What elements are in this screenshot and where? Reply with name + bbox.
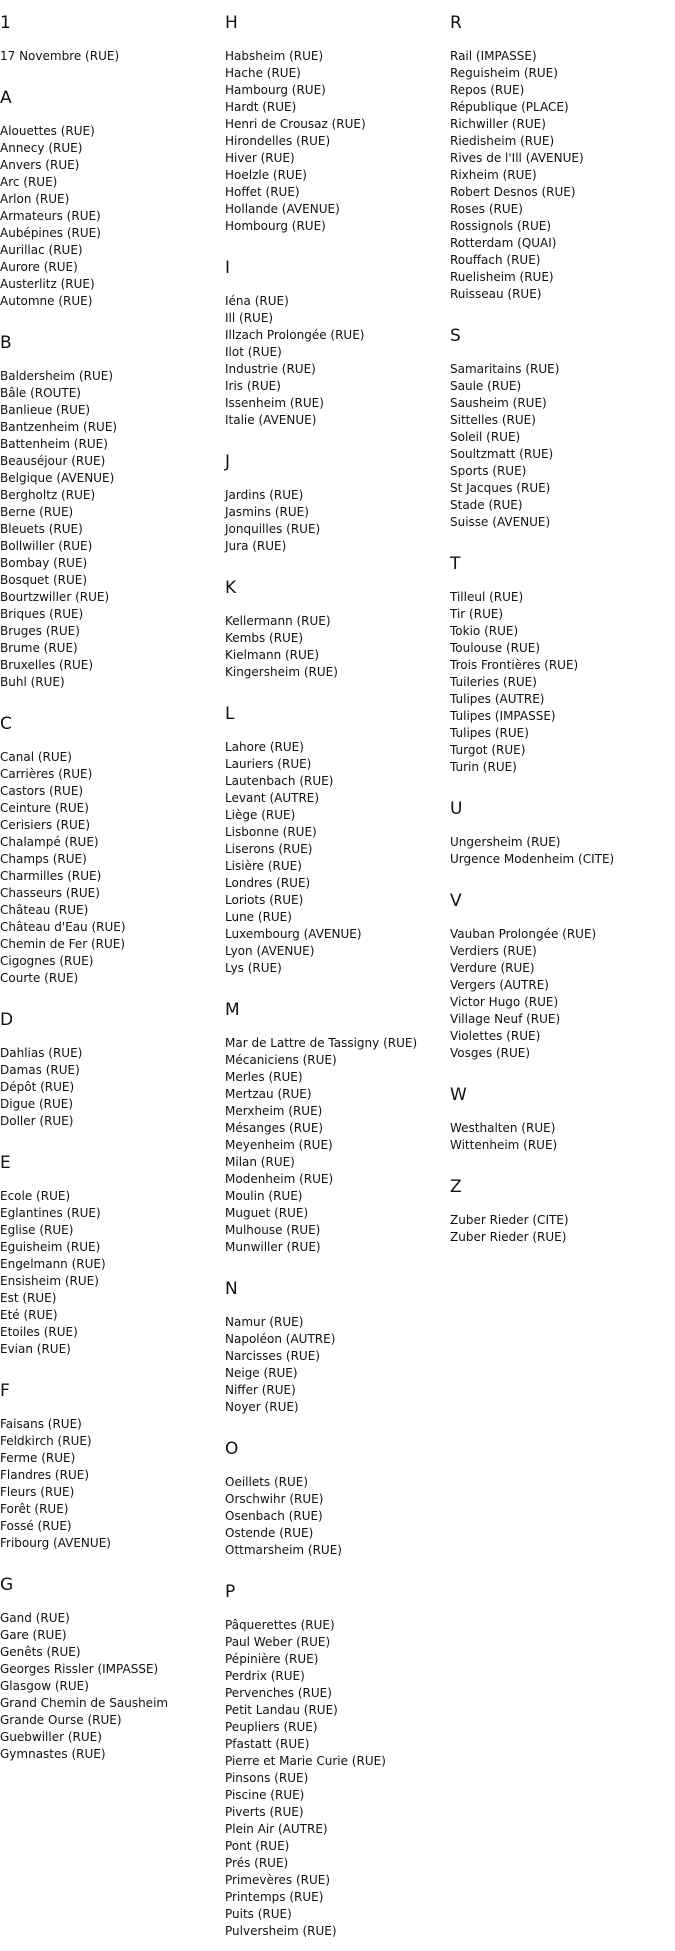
section-letter-heading: H [225,13,238,33]
street-name: Lune (RUE) [225,910,292,924]
section-letter-heading: S [450,326,461,346]
letter-section [450,1165,675,1257]
street-name: Lys (RUE) [225,961,282,975]
street-name: Prés (RUE) [225,1856,289,1870]
street-name: Dépôt (RUE) [0,1080,75,1094]
street-name: Vergers (AUTRE) [450,978,549,992]
street-name: Primevères (RUE) [225,1873,331,1887]
section-letter-heading: N [225,1279,238,1299]
street-name: Pierre et Marie Curie (RUE) [225,1754,386,1768]
street-name: Suisse (AVENUE) [450,515,551,529]
street-name: Mésanges (RUE) [225,1121,324,1135]
street-name: Lautenbach (RUE) [225,774,334,788]
section-letter-heading: U [450,799,463,819]
street-name: Bruxelles (RUE) [0,658,94,672]
street-name: Beauséjour (RUE) [0,454,106,468]
street-name: Village Neuf (RUE) [450,1012,561,1026]
street-name: Ruelisheim (RUE) [450,270,554,284]
street-name: Ungersheim (RUE) [450,835,561,849]
street-name: Rail (IMPASSE) [450,49,537,63]
street-name: Rossignols (RUE) [450,219,552,233]
section-letter-heading: D [0,1010,14,1030]
section-letter-heading: R [450,13,462,33]
street-name: Pervenches (RUE) [225,1686,332,1700]
street-name: Château d'Eau (RUE) [0,920,126,934]
street-index-column-3 [450,0,675,1257]
street-name: Sittelles (RUE) [450,413,536,427]
street-name: Puits (RUE) [225,1907,292,1921]
street-name: Charmilles (RUE) [0,869,102,883]
section-letter-heading: F [0,1381,10,1401]
street-name: Canal (RUE) [0,750,72,764]
section-letter-heading: K [225,578,237,598]
letter-section [225,692,450,988]
street-name: Londres (RUE) [225,876,311,890]
street-name: Kingersheim (RUE) [225,665,338,679]
street-name: Ostende (RUE) [225,1526,314,1540]
letter-section [450,314,675,542]
street-name: Robert Desnos (RUE) [450,185,576,199]
street-name: Genêts (RUE) [0,1645,81,1659]
street-name: Glasgow (RUE) [0,1679,89,1693]
letter-section [450,787,675,879]
street-name: Hollande (AVENUE) [225,202,340,216]
letter-section [0,702,225,998]
section-letter-heading: E [0,1153,11,1173]
street-name: Petit Landau (RUE) [225,1703,338,1717]
street-name: Lisbonne (RUE) [225,825,317,839]
street-name: Tulipes (AUTRE) [450,692,545,706]
street-name: Brume (RUE) [0,641,78,655]
street-name: République (PLACE) [450,100,569,114]
street-name: Jardins (RUE) [225,488,304,502]
street-name: Automne (RUE) [0,294,93,308]
street-name: Aubépines (RUE) [0,226,101,240]
street-name: Austerlitz (RUE) [0,277,95,291]
street-name: Castors (RUE) [0,784,84,798]
street-name: Sausheim (RUE) [450,396,547,410]
street-name: Chalampé (RUE) [0,835,99,849]
street-name: Vauban Prolongée (RUE) [450,927,597,941]
street-name: Merxheim (RUE) [225,1104,323,1118]
street-name: Hombourg (RUE) [225,219,326,233]
street-name: Ruisseau (RUE) [450,287,542,301]
street-name: Bergholtz (RUE) [0,488,96,502]
street-name: Pinsons (RUE) [225,1771,309,1785]
street-name: Paul Weber (RUE) [225,1635,331,1649]
street-name: Richwiller (RUE) [450,117,546,131]
street-name: Tilleul (RUE) [450,590,524,604]
street-name: Issenheim (RUE) [225,396,324,410]
street-name: Doller (RUE) [0,1114,74,1128]
street-name: Wittenheim (RUE) [450,1138,558,1152]
street-name: Annecy (RUE) [0,141,83,155]
street-name: Gand (RUE) [0,1611,70,1625]
street-name: Ottmarsheim (RUE) [225,1543,342,1557]
street-name: Buhl (RUE) [0,675,65,689]
street-name: Dahlias (RUE) [0,1046,83,1060]
letter-section [0,1369,225,1563]
street-name: Hache (RUE) [225,66,301,80]
street-name: Westhalten (RUE) [450,1121,556,1135]
street-name: Muguet (RUE) [225,1206,309,1220]
street-name: Anvers (RUE) [0,158,80,172]
street-name: Hambourg (RUE) [225,83,326,97]
street-name: Oeillets (RUE) [225,1475,309,1489]
street-name: Georges Rissler (IMPASSE) [0,1662,159,1676]
street-name: Namur (RUE) [225,1315,304,1329]
street-name: Printemps (RUE) [225,1890,324,1904]
street-name: Levant (AUTRE) [225,791,320,805]
street-name: Munwiller (RUE) [225,1240,321,1254]
street-name: Luxembourg (AVENUE) [225,927,362,941]
street-name: Piverts (RUE) [225,1805,304,1819]
letter-section [0,321,225,702]
street-name: Napoléon (AUTRE) [225,1332,336,1346]
street-name: Hiver (RUE) [225,151,295,165]
street-index-column-2 [225,0,450,1951]
letter-section [225,1267,450,1427]
section-letter-heading: V [450,891,462,911]
street-name: Engelmann (RUE) [0,1257,106,1271]
street-name: Fleurs (RUE) [0,1485,75,1499]
street-name: Italie (AVENUE) [225,413,317,427]
street-name: Zuber Rieder (CITE) [450,1213,569,1227]
street-name: Berne (RUE) [0,505,74,519]
street-name: Baldersheim (RUE) [0,369,113,383]
street-name: Pépinière (RUE) [225,1652,319,1666]
section-letter-heading: T [450,554,461,574]
street-name: Roses (RUE) [450,202,523,216]
street-name: Verdiers (RUE) [450,944,537,958]
street-name: Bourtzwiller (RUE) [0,590,110,604]
street-name: Guebwiller (RUE) [0,1730,102,1744]
letter-section [0,998,225,1141]
street-name: Henri de Crousaz (RUE) [225,117,366,131]
street-name: Hoelzle (RUE) [225,168,307,182]
street-name: Habsheim (RUE) [225,49,324,63]
letter-section [225,0,450,246]
street-name: Grande Ourse (RUE) [0,1713,122,1727]
section-letter-heading: I [225,258,231,278]
street-name: Carrières (RUE) [0,767,93,781]
street-name: Eté (RUE) [0,1308,58,1322]
street-name: Loriots (RUE) [225,893,304,907]
street-name: Ilot (RUE) [225,345,282,359]
section-letter-heading: P [225,1582,236,1602]
street-name: Chasseurs (RUE) [0,886,100,900]
street-name: Mécaniciens (RUE) [225,1053,337,1067]
street-name: Tuileries (RUE) [450,675,537,689]
street-name: Eglantines (RUE) [0,1206,101,1220]
street-name: Toulouse (RUE) [450,641,541,655]
street-name: Turin (RUE) [450,760,517,774]
street-name: Modenheim (RUE) [225,1172,334,1186]
section-letter-heading: B [0,333,12,353]
street-name: Chemin de Fer (RUE) [0,937,126,951]
street-name: Narcisses (RUE) [225,1349,320,1363]
street-name: Milan (RUE) [225,1155,295,1169]
letter-section [0,1563,225,1774]
street-name: Illzach Prolongée (RUE) [225,328,365,342]
street-name: Briques (RUE) [0,607,84,621]
section-letter-heading: Z [450,1177,462,1197]
street-name: Verdure (RUE) [450,961,535,975]
street-name: Riedisheim (RUE) [450,134,555,148]
street-name: Sports (RUE) [450,464,527,478]
street-name: Bleuets (RUE) [0,522,83,536]
street-name: Fossé (RUE) [0,1519,72,1533]
street-name: Kembs (RUE) [225,631,304,645]
street-name: Digue (RUE) [0,1097,74,1111]
street-name: Kellermann (RUE) [225,614,331,628]
street-name: Meyenheim (RUE) [225,1138,333,1152]
street-name: Moulin (RUE) [225,1189,303,1203]
street-name: Lauriers (RUE) [225,757,312,771]
street-name: Bruges (RUE) [0,624,80,638]
street-name: Ferme (RUE) [0,1451,76,1465]
street-name: Feldkirch (RUE) [0,1434,92,1448]
street-name: Iris (RUE) [225,379,281,393]
street-name: Merles (RUE) [225,1070,303,1084]
street-name: Evian (RUE) [0,1342,71,1356]
street-name: Rotterdam (QUAI) [450,236,557,250]
street-name: Jonquilles (RUE) [225,522,321,536]
street-name: Lahore (RUE) [225,740,304,754]
street-name: Soultzmatt (RUE) [450,447,554,461]
street-name: Rixheim (RUE) [450,168,537,182]
street-name: Trois Frontières (RUE) [450,658,579,672]
street-name: Noyer (RUE) [225,1400,299,1414]
street-name: Mar de Lattre de Tassigny (RUE) [225,1036,418,1050]
letter-section [0,1141,225,1369]
street-name: Vosges (RUE) [450,1046,531,1060]
street-name: Hardt (RUE) [225,100,297,114]
street-name: Orschwihr (RUE) [225,1492,324,1506]
street-name: Tulipes (IMPASSE) [450,709,556,723]
street-name: Ensisheim (RUE) [0,1274,99,1288]
street-name: Flandres (RUE) [0,1468,89,1482]
street-index-column-1 [0,0,225,1774]
street-name: Bosquet (RUE) [0,573,88,587]
letter-section [225,988,450,1267]
street-name: Faisans (RUE) [0,1417,82,1431]
street-name: Damas (RUE) [0,1063,80,1077]
section-letter-heading: L [225,704,235,724]
street-name: Belgique (AVENUE) [0,471,115,485]
letter-section [450,542,675,787]
street-name: Pfastatt (RUE) [225,1737,310,1751]
street-name: Peupliers (RUE) [225,1720,318,1734]
street-name: Fribourg (AVENUE) [0,1536,111,1550]
street-name: Ill (RUE) [225,311,274,325]
street-name: Zuber Rieder (RUE) [450,1230,567,1244]
street-name: Industrie (RUE) [225,362,316,376]
street-name: Rives de l'Ill (AVENUE) [450,151,584,165]
street-name: Eglise (RUE) [0,1223,74,1237]
street-name: Aurillac (RUE) [0,243,83,257]
letter-section [0,0,225,76]
street-name: Reguisheim (RUE) [450,66,558,80]
section-letter-heading: O [225,1439,239,1459]
street-name: Etoiles (RUE) [0,1325,78,1339]
street-name: Bombay (RUE) [0,556,88,570]
street-name: Arlon (RUE) [0,192,70,206]
street-name: Violettes (RUE) [450,1029,541,1043]
letter-section [0,76,225,321]
letter-section [225,1427,450,1570]
street-name: Gymnastes (RUE) [0,1747,106,1761]
street-name: Neige (RUE) [225,1366,298,1380]
street-name: Iéna (RUE) [225,294,289,308]
street-name: St Jacques (RUE) [450,481,551,495]
street-name: Banlieue (RUE) [0,403,91,417]
section-letter-heading: J [225,452,231,472]
street-name: Gare (RUE) [0,1628,67,1642]
street-name: Tulipes (RUE) [450,726,529,740]
street-name: Est (RUE) [0,1291,57,1305]
street-name: 17 Novembre (RUE) [0,49,120,63]
street-name: Mulhouse (RUE) [225,1223,321,1237]
street-name: Mertzau (RUE) [225,1087,312,1101]
street-name: Grand Chemin de Sausheim [0,1696,169,1710]
street-name: Plein Air (AUTRE) [225,1822,328,1836]
street-name: Samaritains (RUE) [450,362,560,376]
street-name: Niffer (RUE) [225,1383,296,1397]
section-letter-heading: M [225,1000,240,1020]
street-name: Lyon (AVENUE) [225,944,315,958]
street-name: Champs (RUE) [0,852,87,866]
letter-section [225,1570,450,1951]
street-name: Hoffet (RUE) [225,185,300,199]
street-name: Tokio (RUE) [450,624,519,638]
letter-section [225,440,450,566]
street-name: Battenheim (RUE) [0,437,108,451]
street-name: Liège (RUE) [225,808,296,822]
street-name: Victor Hugo (RUE) [450,995,559,1009]
street-name: Cigognes (RUE) [0,954,94,968]
street-name: Rouffach (RUE) [450,253,541,267]
street-name: Kielmann (RUE) [225,648,320,662]
section-letter-heading: 1 [0,13,11,33]
letter-section [225,566,450,692]
street-name: Bantzenheim (RUE) [0,420,118,434]
street-name: Cerisiers (RUE) [0,818,91,832]
street-name: Perdrix (RUE) [225,1669,305,1683]
street-name: Piscine (RUE) [225,1788,305,1802]
street-name: Hirondelles (RUE) [225,134,331,148]
street-name: Saule (RUE) [450,379,522,393]
letter-section [225,246,450,440]
letter-section [450,879,675,1073]
letter-section [450,0,675,314]
street-name: Liserons (RUE) [225,842,313,856]
street-name: Turgot (RUE) [450,743,526,757]
street-name: Armateurs (RUE) [0,209,101,223]
street-name: Ceinture (RUE) [0,801,89,815]
street-name: Jasmins (RUE) [225,505,309,519]
street-name: Eguisheim (RUE) [0,1240,101,1254]
letter-section [450,1073,675,1165]
street-name: Soleil (RUE) [450,430,521,444]
street-name: Pulversheim (RUE) [225,1924,337,1938]
street-name: Aurore (RUE) [0,260,78,274]
street-name: Tir (RUE) [450,607,504,621]
street-name: Jura (RUE) [225,539,287,553]
street-name: Repos (RUE) [450,83,525,97]
street-name: Arc (RUE) [0,175,58,189]
street-name: Bâle (ROUTE) [0,386,81,400]
street-name: Château (RUE) [0,903,89,917]
street-name: Urgence Modenheim (CITE) [450,852,615,866]
street-name: Lisière (RUE) [225,859,302,873]
street-name: Pont (RUE) [225,1839,290,1853]
street-name: Alouettes (RUE) [0,124,95,138]
street-name: Ecole (RUE) [0,1189,71,1203]
street-name: Osenbach (RUE) [225,1509,323,1523]
street-name: Forêt (RUE) [0,1502,69,1516]
street-name: Pâquerettes (RUE) [225,1618,335,1632]
street-name: Bollwiller (RUE) [0,539,93,553]
section-letter-heading: C [0,714,12,734]
street-name: Courte (RUE) [0,971,79,985]
section-letter-heading: G [0,1575,14,1595]
section-letter-heading: W [450,1085,467,1105]
street-name: Stade (RUE) [450,498,523,512]
section-letter-heading: A [0,88,12,108]
